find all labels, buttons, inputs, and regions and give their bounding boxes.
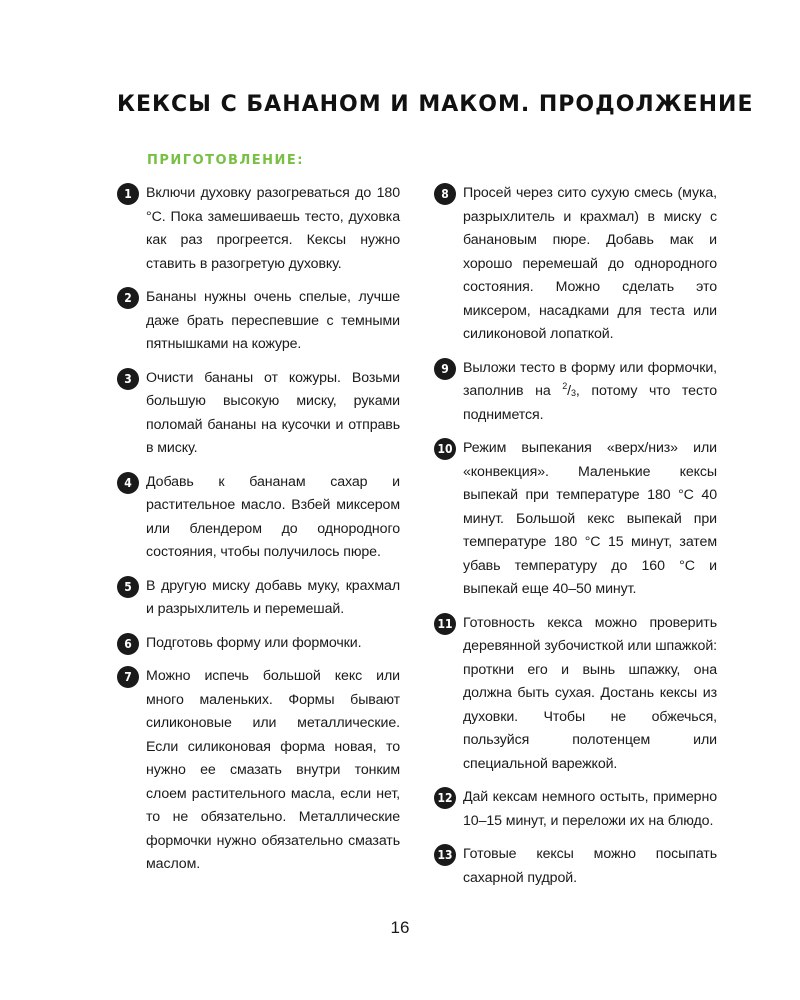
step-text: В другую миску добавь муку, крахмал и разрыхлитель и перемешай. [146, 577, 400, 617]
step-8 [434, 182, 717, 347]
steps-column-left [117, 182, 400, 887]
step-10 [434, 437, 717, 602]
step-number-badge: 11 [434, 613, 456, 635]
step-text: Дай кексам немного остыть, примерно 10–15 минут, и переложи их на блюдо. [463, 789, 717, 829]
step-text: Добавь к бананам сахар и растительное масло. Взбей миксером или блендером до однородного состояния, чтобы получилось пюре. [146, 473, 400, 560]
step-text: Готовые кексы можно посыпать сахарной пудрой. [463, 846, 717, 886]
step-number-badge: 3 [117, 368, 139, 390]
page-title: КЕКСЫ С БАНАНОМ И МАКОМ. ПРОДОЛЖЕНИЕ [117, 92, 754, 117]
fraction-denominator: 3 [571, 388, 576, 398]
step-number-badge: 6 [117, 633, 139, 655]
fraction-numerator: 2 [562, 381, 568, 391]
step-13 [434, 843, 717, 890]
step-text-before: Выложи тесто в форму или формочки, заполнив на [463, 359, 717, 399]
step-number-badge: 7 [117, 666, 139, 688]
step-11 [434, 612, 717, 777]
fraction: $^2/_3$ [562, 381, 576, 399]
step-text: Режим выпекания «верх/низ» или «конвекция». Маленькие кексы выпекай при температуре 180 °С 40 минут. Большой кекс выпекай при температуре 180 °С 15 минут, затем убавь температуру до 160 °С и выпекай еще 40–50 минут. [463, 440, 717, 597]
step-9 [434, 357, 717, 428]
step-6 [117, 632, 400, 656]
step-number-badge: 8 [434, 183, 456, 205]
step-7 [117, 665, 400, 877]
step-2 [117, 286, 400, 357]
step-number-badge: 10 [434, 438, 456, 460]
step-3 [117, 367, 400, 461]
step-text: Бананы нужны очень спелые, лучше даже брать переспевшие с темными пятнышками на кожуре. [146, 289, 400, 352]
step-5 [117, 575, 400, 622]
step-text-after: , потому что тесто поднимется. [463, 383, 717, 423]
step-number-badge: 9 [434, 358, 456, 380]
step-12 [434, 786, 717, 833]
step-text: Просей через сито сухую смесь (мука, разрыхлитель и крахмал) в миску с банановым пюре. Добавь мак и хорошо перемешай до однородного состояния. Можно сделать это миксером, насадками для теста или силиконовой лопаткой. [463, 185, 717, 342]
step-number-badge: 13 [434, 844, 456, 866]
step-number-badge: 4 [117, 472, 139, 494]
step-number-badge: 5 [117, 576, 139, 598]
step-number-badge: 2 [117, 287, 139, 309]
step-number-badge: 12 [434, 787, 456, 809]
step-text: Очисти бананы от кожуры. Возьми большую высокую миску, руками поломай бананы на кусочки и отправь в миску. [146, 369, 400, 456]
section-subtitle: ПРИГОТОВЛЕНИЕ: [147, 153, 304, 168]
step-text: Подготовь форму или формочки. [146, 634, 362, 651]
step-number-badge: 1 [117, 183, 139, 205]
step-text [463, 357, 717, 428]
step-text: Включи духовку разогреваться до 180 °С. Пока замешиваешь тесто, духовка как раз прогреется. Кексы нужно ставить в разогретую духовку. [146, 185, 400, 272]
step-text: Готовность кекса можно проверить деревянной зубочисткой или шпажкой: проткни его и вынь шпажку, она должна быть сухая. Достань кексы из духовки. Чтобы не обжечься, пользуйся полотенцем или специальной варежкой. [463, 614, 717, 772]
step-text: Можно испечь большой кекс или много маленьких. Формы бывают силиконовые или металлические. Если силиконовая форма новая, то нужно ее смазать внутри тонким слоем растительного масла, если нет, то не обязательно. Металлические формочки нужно обязательно смазать маслом. [146, 668, 400, 872]
steps-column-right [434, 182, 717, 900]
step-1 [117, 182, 400, 276]
page-number: 16 [390, 918, 410, 937]
step-4 [117, 471, 400, 565]
